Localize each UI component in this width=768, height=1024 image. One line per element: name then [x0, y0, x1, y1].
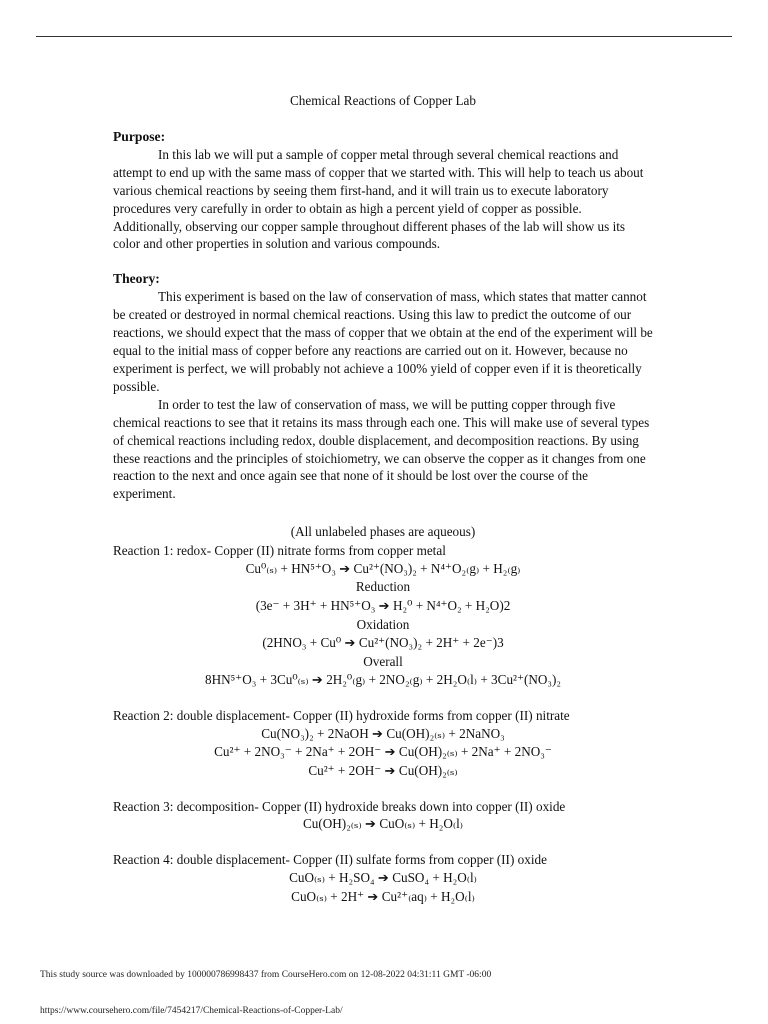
reaction-4-equation-2: CuO₍ₛ₎ + 2H⁺ ➔ Cu²⁺₍aq₎ + H₂O₍l₎	[291, 888, 475, 904]
download-notice: This study source was downloaded by 100000786998437 from CourseHero.com on 12-08-2022 04:31:11 GMT -06:00	[40, 970, 492, 980]
reaction-4-equation-1: CuO₍ₛ₎ + H₂SO₄ ➔ CuSO₄ + H₂O₍l₎	[289, 869, 477, 885]
purpose-paragraph: In this lab we will put a sample of copper metal through several chemical reactions and attempt to end up with the same mass of copper that we started with. This will help to teach us about various chemical reactions by seeing them first-hand, and it will train us to execute laboratory procedures very carefully in order to obtain as high a percent yield of copper as possible. Additionally, observing our copper sample throughout different phases of the lab will show us its color and other properties in solution and various compounds.	[113, 146, 644, 252]
reaction-1-equation: Cu⁰₍ₛ₎ + HN⁵⁺O₃ ➔ Cu²⁺(NO₃)₂ + N⁴⁺O₂₍g₎ + H₂₍g₎	[245, 560, 521, 576]
theory-paragraph-2: In order to test the law of conservation of mass, we will be putting copper through five chemical reactions to see that it retains its mass through each one. This will make use of several types of chemical reactions including redox, double displacement, and decomposition reactions. By using these reactions and the principles of stoichiometry, we can observe the copper as it changes from one reaction to the next and once again see that none of it should be lost over the course of the experiment.	[113, 396, 650, 502]
reaction-3-equation-1: Cu(OH)₂₍ₛ₎ ➔ CuO₍ₛ₎ + H₂O₍l₎	[302, 816, 464, 832]
reaction-2-label: Reaction 2: double displacement- Copper (II) hydroxide forms from copper (II) nitrate	[113, 707, 570, 723]
oxidation-label: Oxidation	[356, 616, 410, 632]
phases-note: (All unlabeled phases are aqueous)	[290, 524, 476, 540]
overall-label: Overall	[363, 653, 403, 669]
top-divider	[36, 36, 732, 37]
reaction-2-equation-3: Cu²⁺ + 2OH⁻ ➔ Cu(OH)₂₍ₛ₎	[308, 762, 458, 778]
purpose-heading: Purpose:	[113, 128, 166, 144]
theory-paragraph-1: This experiment is based on the law of conservation of mass, which states that matter cannot be created or destroyed in normal chemical reactions. Using this law to predict the outcome of our reactions, we should expect that the mass of copper that we obtain at the end of the experiment will be equal to the initial mass of copper before any reactions are carried out on it. However, because no experiment is perfect, we will probably not achieve a 100% yield of copper even if it is theoretically possible.	[113, 289, 653, 394]
document-body	[113, 92, 653, 906]
source-url[interactable]: https://www.coursehero.com/file/7454217/Chemical-Reactions-of-Copper-Lab/	[40, 1006, 343, 1016]
reaction-2-equation-1: Cu(NO₃)₂ + 2NaOH ➔ Cu(OH)₂₍ₛ₎ + 2NaNO₃	[261, 725, 505, 741]
document-title: Chemical Reactions of Copper Lab	[289, 93, 477, 108]
overall-equation: 8HN⁵⁺O₃ + 3Cu⁰₍ₛ₎ ➔ 2H₂⁰₍g₎ + 2NO₂₍g₎ + 2H₂O₍l₎ + 3Cu²⁺(NO₃)₂	[205, 672, 561, 688]
reaction-3-label: Reaction 3: decomposition- Copper (II) hydroxide breaks down into copper (II) oxide	[113, 798, 566, 814]
theory-heading: Theory:	[113, 271, 160, 287]
oxidation-equation: (2HNO₃ + Cu⁰ ➔ Cu²⁺(NO₃)₂ + 2H⁺ + 2e⁻)3	[262, 635, 504, 651]
reduction-equation: (3e⁻ + 3H⁺ + HN⁵⁺O₃ ➔ H₂⁰ + N⁴⁺O₂ + H₂O)2	[255, 597, 511, 613]
reduction-label: Reduction	[355, 579, 411, 595]
reaction-4-label: Reaction 4: double displacement- Copper (II) sulfate forms from copper (II) oxide	[113, 852, 547, 868]
reaction-2-equation-2: Cu²⁺ + 2NO₃⁻ + 2Na⁺ + 2OH⁻ ➔ Cu(OH)₂₍ₛ₎ + 2Na⁺ + 2NO₃⁻	[214, 744, 552, 760]
reaction-1-label: Reaction 1: redox- Copper (II) nitrate forms from copper metal	[113, 542, 446, 558]
reactions-section	[113, 523, 653, 906]
